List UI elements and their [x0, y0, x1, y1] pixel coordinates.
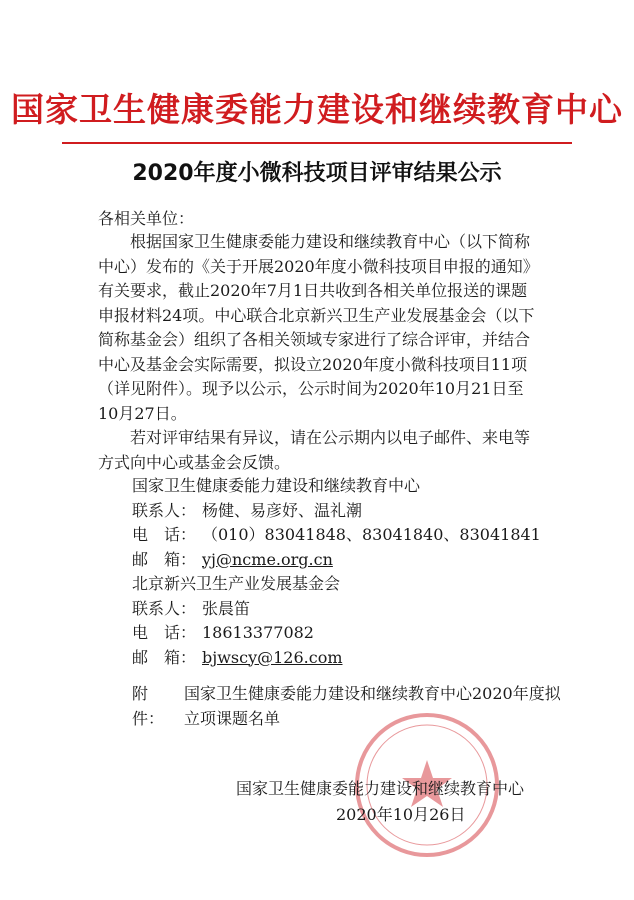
body-paragraph-2: [98, 426, 540, 475]
contact-email-label: 邮 箱：: [132, 549, 197, 569]
signature-org: 国家卫生健康委能力建设和继续教育中心: [236, 779, 525, 798]
contact-email-label: 邮 箱：: [132, 647, 197, 667]
attachment-label: 附件：: [132, 684, 165, 728]
body-paragraph-1: [98, 230, 540, 426]
contact-email-2: [132, 646, 541, 671]
contact-person-1: [132, 499, 541, 524]
contact-phone-label: 电 话：: [132, 623, 197, 642]
red-divider-line: [62, 142, 572, 144]
contact-person-label: 联系人：: [132, 598, 197, 618]
contact-person-label: 联系人：: [132, 500, 197, 520]
contact-person-value: 杨健、易彦妤、温礼潮: [202, 500, 363, 520]
org-header: 国家卫生健康委能力建设和继续教育中心: [11, 90, 623, 129]
contact-org-1: 国家卫生健康委能力建设和继续教育中心: [132, 476, 421, 495]
contact-email-1: [132, 548, 541, 573]
contact-email-link[interactable]: yj@ncme.org.cn: [202, 549, 333, 569]
document-title: 2020年度小微科技项目评审结果公示: [132, 161, 502, 186]
attachment-text: 国家卫生健康委能力建设和继续教育中心2020年度拟立项课题名单: [184, 684, 561, 728]
contact-phone-value: 18613377082: [202, 623, 314, 642]
contact-phone-label: 电 话：: [132, 525, 197, 544]
contact-org-2: 北京新兴卫生产业发展基金会: [132, 574, 341, 593]
contact-phone-2: [132, 621, 541, 646]
contact-phone-1: [132, 523, 541, 548]
paragraph-1-text: 根据国家卫生健康委能力建设和继续教育中心（以下简称中心）发布的《关于开展2020年度小微科技项目申报的通知》有关要求，截止2020年7月1日共收到各相关单位报送的课题申报材料24项。中心联合北京新兴卫生产业发展基金会（以下简称基金会）组织了各相关领域专家进行了综合评审，并结合中心及基金会实际需要，拟设立2020年度小微科技项目11项（详见附件）。现予以公示，公示时间为2020年10月21日至10月27日。: [98, 232, 539, 423]
contact-block: [132, 474, 541, 670]
paragraph-2-text: 若对评审结果有异议，请在公示期内以电子邮件、来电等方式向中心或基金会反馈。: [98, 428, 531, 472]
contact-person-2: [132, 597, 541, 622]
contact-email-link[interactable]: bjwscy@126.com: [202, 647, 343, 667]
contact-phone-value: （010）83041848、83041840、83041841: [202, 525, 541, 544]
signature-date: 2020年10月26日: [336, 805, 466, 824]
contact-person-value: 张晨笛: [202, 598, 251, 618]
salutation: 各相关单位：: [98, 209, 195, 228]
